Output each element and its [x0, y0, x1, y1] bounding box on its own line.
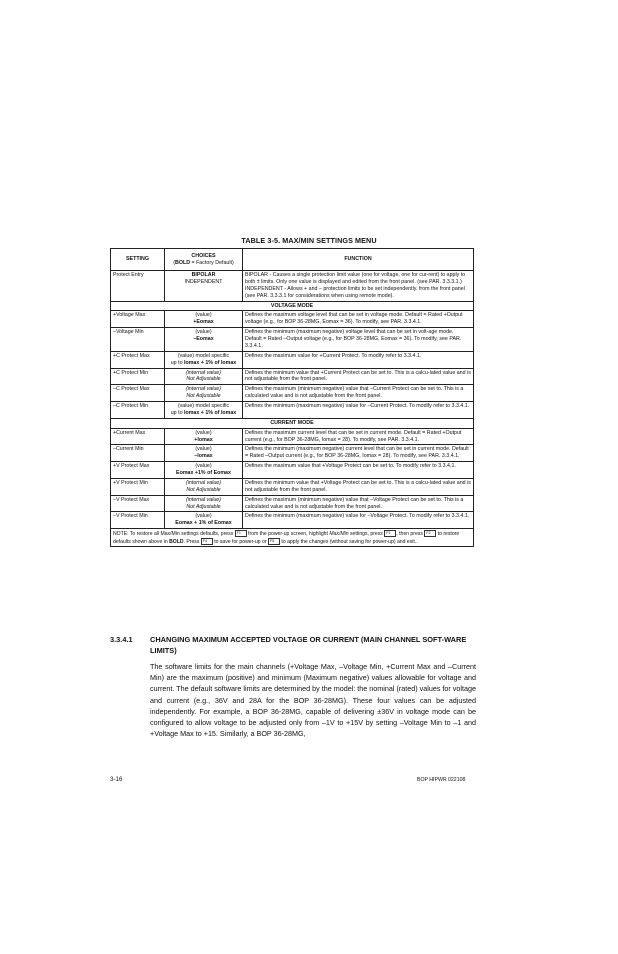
header-choices [165, 249, 243, 271]
header-choices-title: CHOICES [191, 252, 216, 259]
table-header-row [111, 249, 474, 271]
page-number: 3-16 [110, 776, 123, 783]
note-text: to restore defaults shown above in [113, 530, 460, 545]
setting-cell: –C Protect Max [111, 385, 165, 402]
note-text: , then press [396, 530, 425, 537]
function-cell: Defines the maximum value for +Current Protect. To modify refer to 3.3.4.1. [243, 351, 474, 368]
choice-line1: (internal value) [185, 479, 222, 486]
table-row [111, 311, 474, 328]
choices-cell [165, 462, 243, 479]
setting-cell: –C Protect Min [111, 402, 165, 419]
table-row [111, 385, 474, 402]
max-min-settings-table [110, 248, 474, 547]
note-text: to apply the changes (without saving for power-up) and exit.. [280, 538, 418, 545]
note-text: to save for power-up or [212, 538, 269, 545]
function-cell: Defines the minimum (maximum negative) value for –Voltage Protect. To modify refer to 3.3.4.1. [243, 512, 474, 529]
setting-cell: +Voltage Max [111, 311, 165, 328]
choice-line2-prefix: up to [170, 359, 184, 366]
note-text: NOTE: To restore all Max/Min settings defaults, press [113, 530, 235, 537]
choice-line2: Iomax + 1% of Iomax [184, 409, 237, 416]
f2-key-icon: F2 [424, 530, 436, 537]
header-function: FUNCTION [243, 249, 474, 271]
choices-cell [165, 478, 243, 495]
choice-line2: Not Adjustable [186, 393, 221, 400]
note-text: settings, press [348, 530, 385, 537]
table-row [111, 328, 474, 352]
table-row [111, 445, 474, 462]
choice-line2: –Eomax [193, 336, 214, 342]
setting-cell: –Voltage Min [111, 328, 165, 352]
header-setting: SETTING [111, 249, 165, 271]
table-note [111, 529, 474, 547]
function-cell: Defines the minimum (maximum negative) current level that can be set in current mode. Default = Rated –Output current (e.g., for BOP 36-28MG, Iomax = 28). To modify, see PAR. 3.3.4.1. [243, 445, 474, 462]
choice-line2-prefix: up to [170, 409, 184, 416]
choice-line2: +Iomax [194, 436, 213, 443]
choices-cell [165, 311, 243, 328]
choice-line2: Eomax + 1% of Eomax [175, 520, 232, 527]
setting-cell: –Current Min [111, 445, 165, 462]
table-row [111, 462, 474, 479]
note-text: BOLD [169, 538, 184, 545]
function-cell: Defines the minimum value that +Current Protect can be set to. This is a calcu-lated value and is not adjustable from the front panel. [243, 368, 474, 385]
note-text: from the power-up screen, highlight [246, 530, 330, 537]
choice-line2: –Iomax [194, 453, 213, 460]
section-number: 3.3.4.1 [110, 635, 133, 644]
choice-line1: (internal value) [185, 496, 222, 503]
note-text: . Press [183, 538, 201, 545]
choice-line1: (value) [195, 429, 212, 436]
f4-key-icon: F4 [201, 538, 213, 545]
choice-line2: Eomax +1% of Eomax [176, 470, 231, 476]
voltage-mode-heading: VOLTAGE MODE [111, 301, 474, 311]
choices-cell [165, 328, 243, 352]
table-row [111, 512, 474, 529]
section-title: CHANGING MAXIMUM ACCEPTED VOLTAGE OR CURRENT (MAIN CHANNEL SOFT-WARE LIMITS) [150, 635, 467, 655]
section-row [111, 301, 474, 311]
choices-cell [165, 495, 243, 512]
choices-cell [165, 351, 243, 368]
setting-cell: +C Protect Max [111, 351, 165, 368]
f5-key-icon: F5 [268, 538, 280, 545]
f1-key-icon: F1 [384, 530, 396, 537]
choice-line2: Not Adjustable [186, 503, 221, 510]
setting-cell: Protect Entry [111, 271, 165, 302]
choice-default: BIPOLAR [191, 272, 216, 278]
section-body-paragraph: The software limits for the main channels (+Voltage Max, –Voltage Min, +Current Max and –Current Min) are the maximum (positive) and minimum (Maximum negative) values allowable for voltage and current. The default software limits are determined by the model: the nominal (rated) values for voltage and current (e.g., 36V and 28A for the BOP 36-28MG). These four values can be adjusted independently. For example, a BOP 36-28MG, capable of delivering ±36V in voltage mode can be configured to allow voltage to be adjusted only from –1V to +15V by setting –Voltage Min to –1 and +Voltage Max to +15. Similarly, a BOP 36-28MG, [150, 662, 476, 739]
f1-key-icon: F1 [235, 530, 247, 537]
setting-cell: +C Protect Min [111, 368, 165, 385]
setting-cell: –V Protect Min [111, 512, 165, 529]
function-cell: BIPOLAR - Causes a single protection limit value (one for voltage, one for cur-rent) to apply to both ± limits. Only one value is displayed and edited from the front panel. (see PAR. 3.3.3.1.) INDEPENDENT - Allows + and – protection limits to be set independently. from the front panel (see PAR. 3.3.3.1 for considerations when using remote mode). [243, 271, 474, 302]
setting-cell: +Current Max [111, 428, 165, 445]
document-id: BOP HIPWR 022108 [417, 777, 466, 783]
setting-cell: +V Protect Min [111, 478, 165, 495]
header-choices-open: ( [173, 259, 176, 266]
table-row [111, 402, 474, 419]
choice-line1: (internal value) [185, 369, 222, 376]
choice-line1: (value) [195, 312, 212, 319]
choice-line1: (internal value) [185, 386, 222, 393]
choices-cell [165, 368, 243, 385]
table-row [111, 368, 474, 385]
setting-cell: –V Protect Max [111, 495, 165, 512]
choices-cell [165, 402, 243, 419]
table-title: TABLE 3-5. MAX/MIN SETTINGS MENU [241, 236, 377, 245]
header-choices-bold: BOLD [175, 259, 191, 266]
choices-cell [165, 385, 243, 402]
function-cell: Defines the minimum (maximum negative) voltage level that can be set in volt-age mode. Default = Rated –Output voltage (e.g., for BOP 36-28MG, Eomax = 36). To modify, see PAR. 3.3.4.1. [243, 328, 474, 352]
choice-line1: (value) [195, 513, 212, 520]
function-cell: Defines the minimum (maximum negative) value for –Current Protect. To modify refer to 3.3.4.1. [243, 402, 474, 419]
current-mode-heading: CURRENT MODE [111, 418, 474, 428]
choice-line1: (value) [195, 463, 212, 470]
function-cell: Defines the maximum voltage level that can be set in voltage mode. Default = Rated +Output voltage (e.g., for BOP 36-28MG, Eomax = 36). To modify, see PAR. 3.3.4.1. [243, 311, 474, 328]
note-row [111, 529, 474, 547]
table-row [111, 495, 474, 512]
choices-cell [165, 512, 243, 529]
choice-line2: Not Adjustable [186, 376, 221, 383]
function-cell: Defines the maximum value that +Voltage Protect can be set to. To modify refer to 3.3.4.1. [243, 462, 474, 479]
header-choices-sub [173, 260, 234, 266]
table-row [111, 428, 474, 445]
choice-alt: INDEPENDENT [184, 278, 223, 285]
choices-cell [165, 445, 243, 462]
function-cell: Defines the maximum (minimum negative) value that –Current Protect can be set to. This is a calculated value and is not adjustable from the front panel. [243, 385, 474, 402]
section-row [111, 418, 474, 428]
choice-line2: Not Adjustable [186, 486, 221, 493]
function-cell: Defines the maximum (minimum negative) value that –Voltage Protect can be set to. This is a calculated value and is not adjustable from the front panel. [243, 495, 474, 512]
choice-line1: (value) [195, 446, 212, 453]
choice-line1: (value) [195, 329, 212, 336]
choice-line2: +Eomax [193, 319, 214, 326]
note-text: Max/Min [329, 530, 349, 537]
function-cell: Defines the minimum value that +Voltage Protect can be set to. This is a calcu-lated value and is not adjustable from the front panel. [243, 478, 474, 495]
header-choices-close: = Factory Default) [190, 259, 234, 266]
choices-cell [165, 271, 243, 302]
choice-line1: (value) model specific [177, 403, 230, 409]
choices-cell [165, 428, 243, 445]
function-cell: Defines the maximum current level that can be set in current mode. Default = Rated +Output current (e.g., for BOP 36-28MG, Iomax = 28). To modify, see PAR. 3.3.4.1. [243, 428, 474, 445]
choice-line2: Iomax + 1% of Iomax [184, 359, 237, 366]
table-row [111, 478, 474, 495]
table-row [111, 351, 474, 368]
setting-cell: +V Protect Max [111, 462, 165, 479]
table-row [111, 271, 474, 302]
choice-line1: (value) model specific [177, 352, 230, 359]
